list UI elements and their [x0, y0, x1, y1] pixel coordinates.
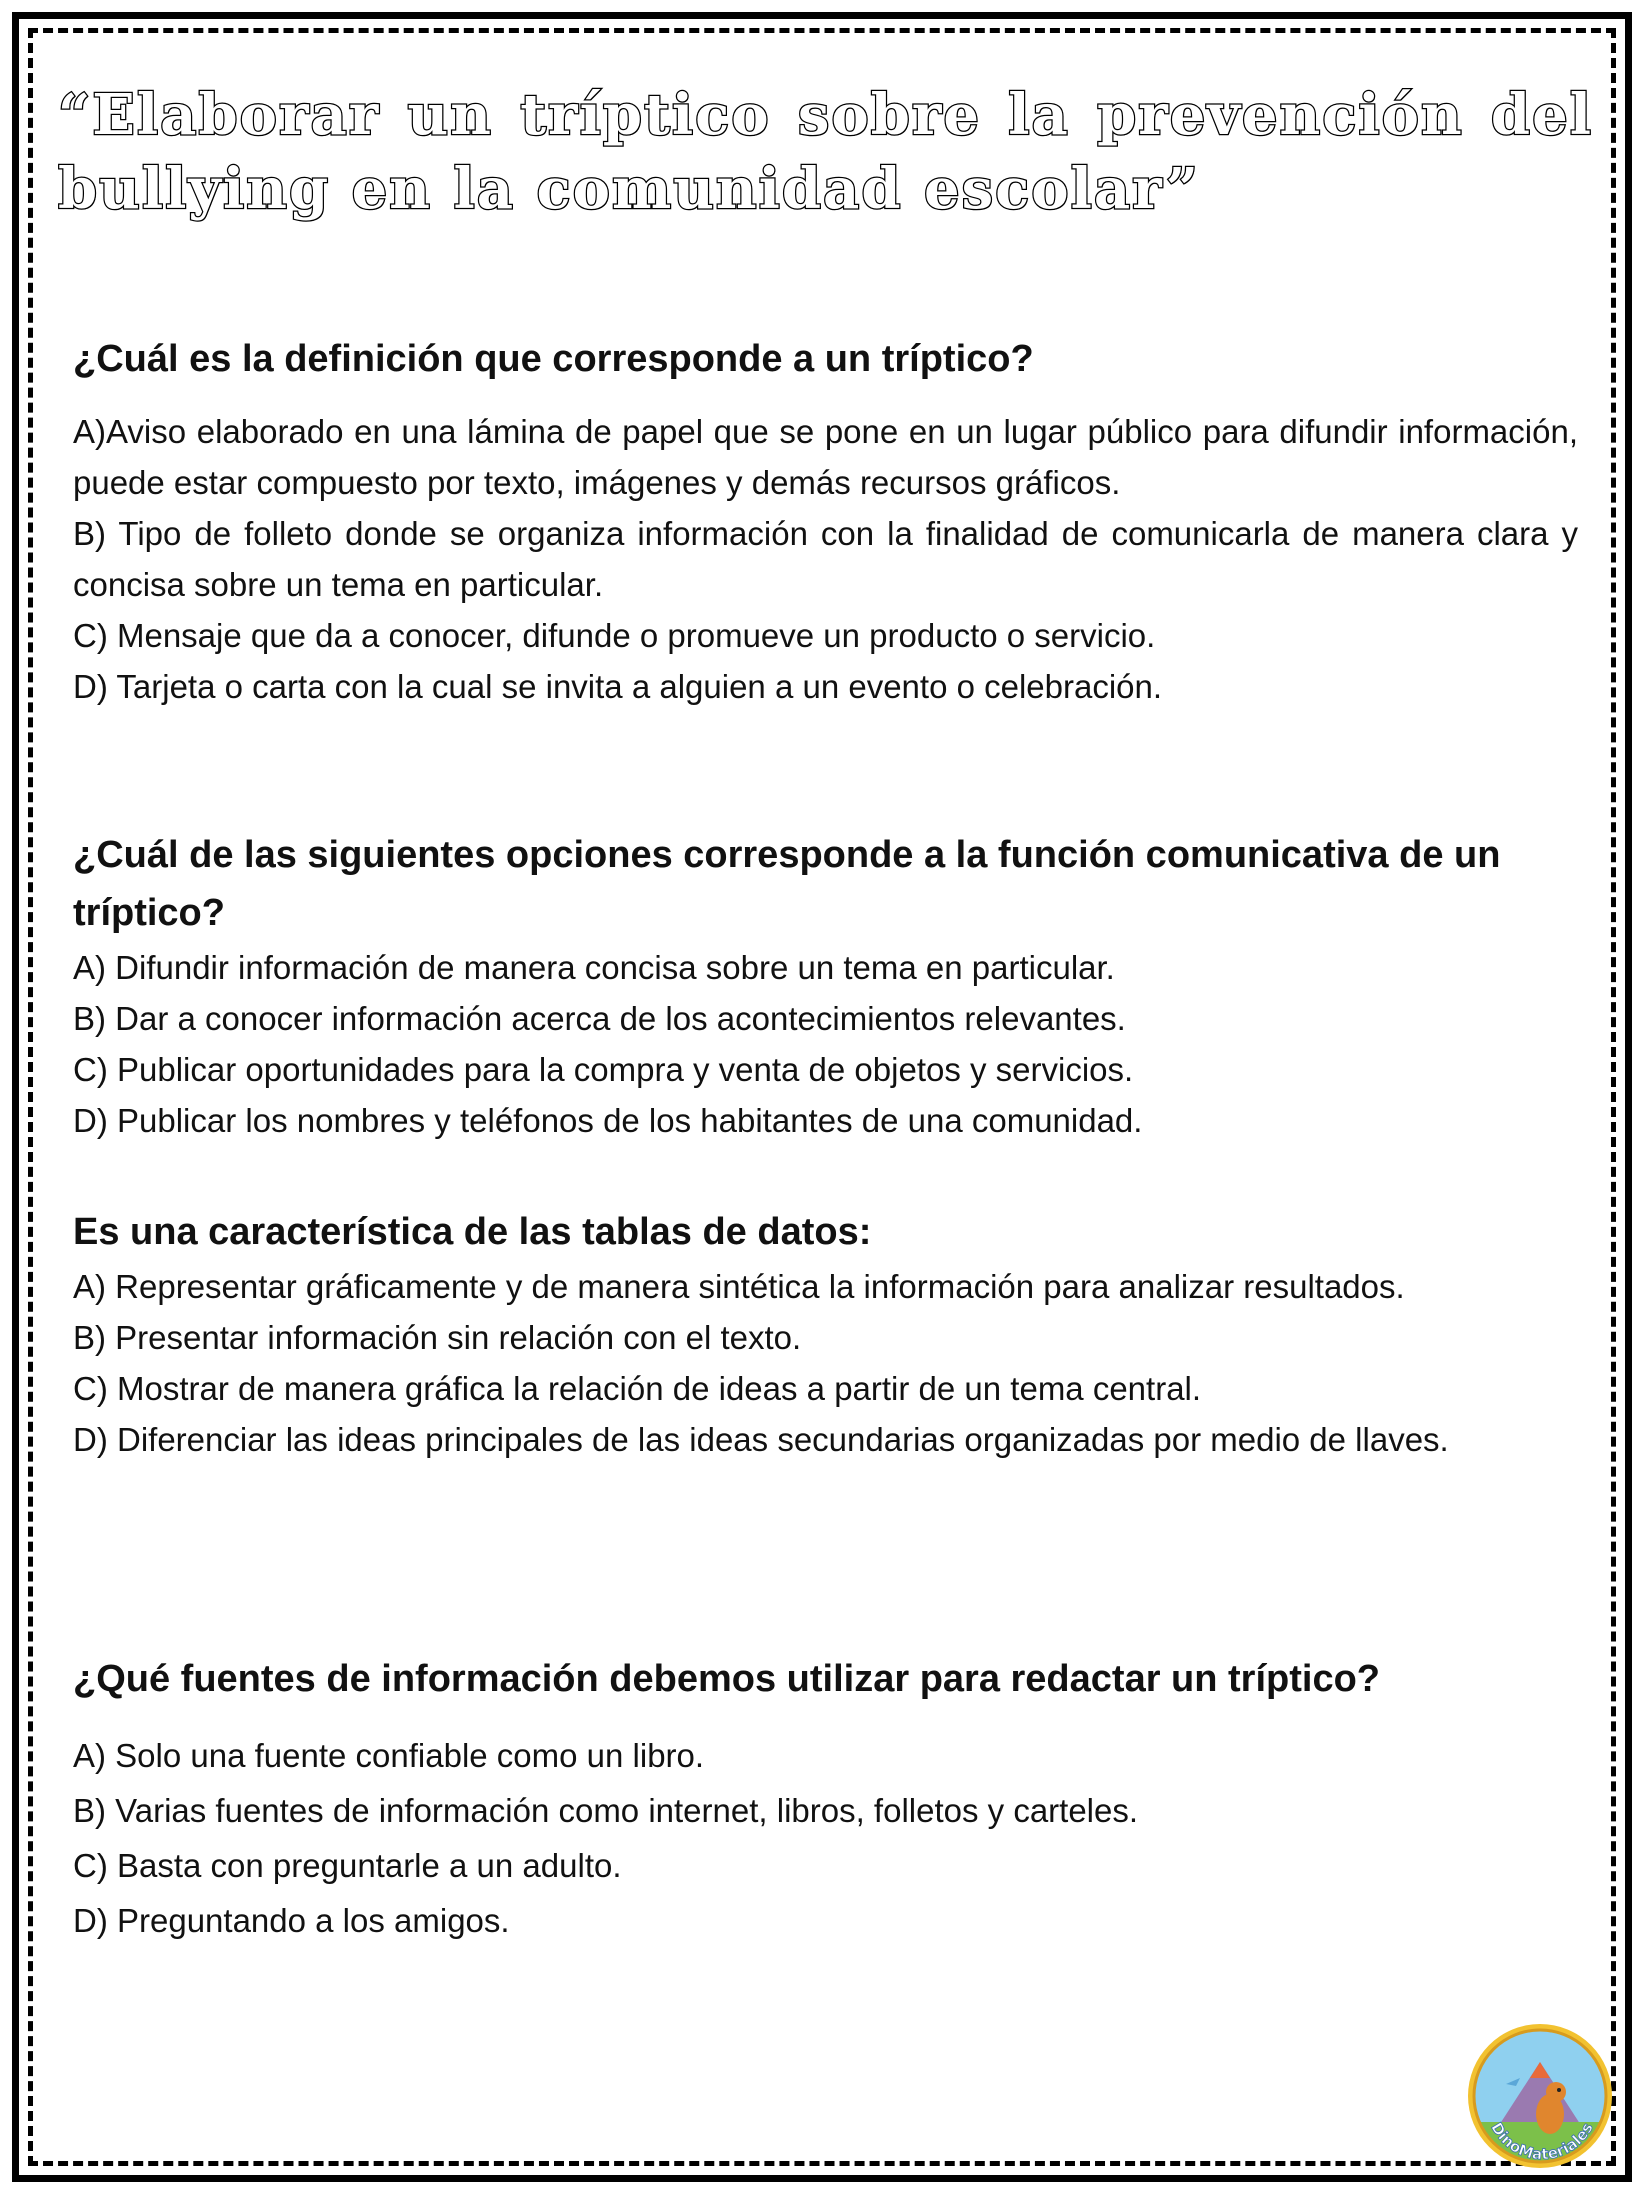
dinosaur-head-icon — [1546, 2082, 1566, 2102]
option-a: A)Aviso elaborado en una lámina de papel que se pone en un lugar público para difundir información, puede estar compuesto por texto, imágenes y demás recursos gráficos. — [73, 413, 1578, 501]
option-b: B) Dar a conocer información acerca de los acontecimientos relevantes. — [73, 1000, 1126, 1037]
option-d: D) Diferenciar las ideas principales de las ideas secundarias organizadas por medio de llaves. — [73, 1421, 1449, 1458]
options-list — [73, 1261, 1578, 1465]
option-b: B) Tipo de folleto donde se organiza información con la finalidad de comunicarla de manera clara y concisa sobre un tema en particular. — [73, 515, 1578, 603]
option-d: D) Publicar los nombres y teléfonos de los habitantes de una comunidad. — [73, 1102, 1143, 1139]
option-a: A) Representar gráficamente y de manera sintética la información para analizar resultados. — [73, 1268, 1405, 1305]
options-list — [73, 406, 1578, 712]
option-c: C) Basta con preguntarle a un adulto. — [73, 1847, 622, 1884]
option-a: A) Solo una fuente confiable como un libro. — [73, 1737, 705, 1774]
question-block-4 — [73, 1650, 1578, 1948]
options-list — [73, 942, 1578, 1146]
question-text: ¿Cuál de las siguientes opciones corresponde a la función comunicativa de un tríptico? — [73, 834, 1501, 934]
option-d: D) Tarjeta o carta con la cual se invita a alguien a un evento o celebración. — [73, 668, 1163, 705]
worksheet-title: “Elaborar un tríptico sobre la prevención del bullying en la comunidad escolar” — [58, 82, 1593, 222]
question-text: ¿Cuál es la definición que corresponde a un tríptico? — [73, 338, 1034, 380]
options-list — [73, 1728, 1578, 1948]
option-d: D) Preguntando a los amigos. — [73, 1902, 510, 1939]
question-block-2 — [73, 826, 1578, 1146]
option-c: C) Mensaje que da a conocer, difunde o promueve un producto o servicio. — [73, 617, 1156, 654]
question-block-1 — [73, 330, 1578, 712]
option-a: A) Difundir información de manera concisa sobre un tema en particular. — [73, 949, 1115, 986]
option-c: C) Mostrar de manera gráfica la relación de ideas a partir de un tema central. — [73, 1370, 1202, 1407]
option-b: B) Presentar información sin relación con el texto. — [73, 1319, 802, 1356]
option-c: C) Publicar oportunidades para la compra y venta de objetos y servicios. — [73, 1051, 1134, 1088]
question-block-3 — [73, 1203, 1578, 1465]
option-b: B) Varias fuentes de información como internet, libros, folletos y carteles. — [73, 1792, 1139, 1829]
dinosaur-eye-icon — [1557, 2088, 1561, 2092]
dinomateriales-logo — [1466, 2022, 1614, 2170]
logo-text-path: DinoMateriales — [1487, 2119, 1597, 2164]
question-text: ¿Qué fuentes de información debemos utilizar para redactar un tríptico? — [73, 1658, 1381, 1700]
question-text: Es una característica de las tablas de datos: — [73, 1211, 872, 1253]
